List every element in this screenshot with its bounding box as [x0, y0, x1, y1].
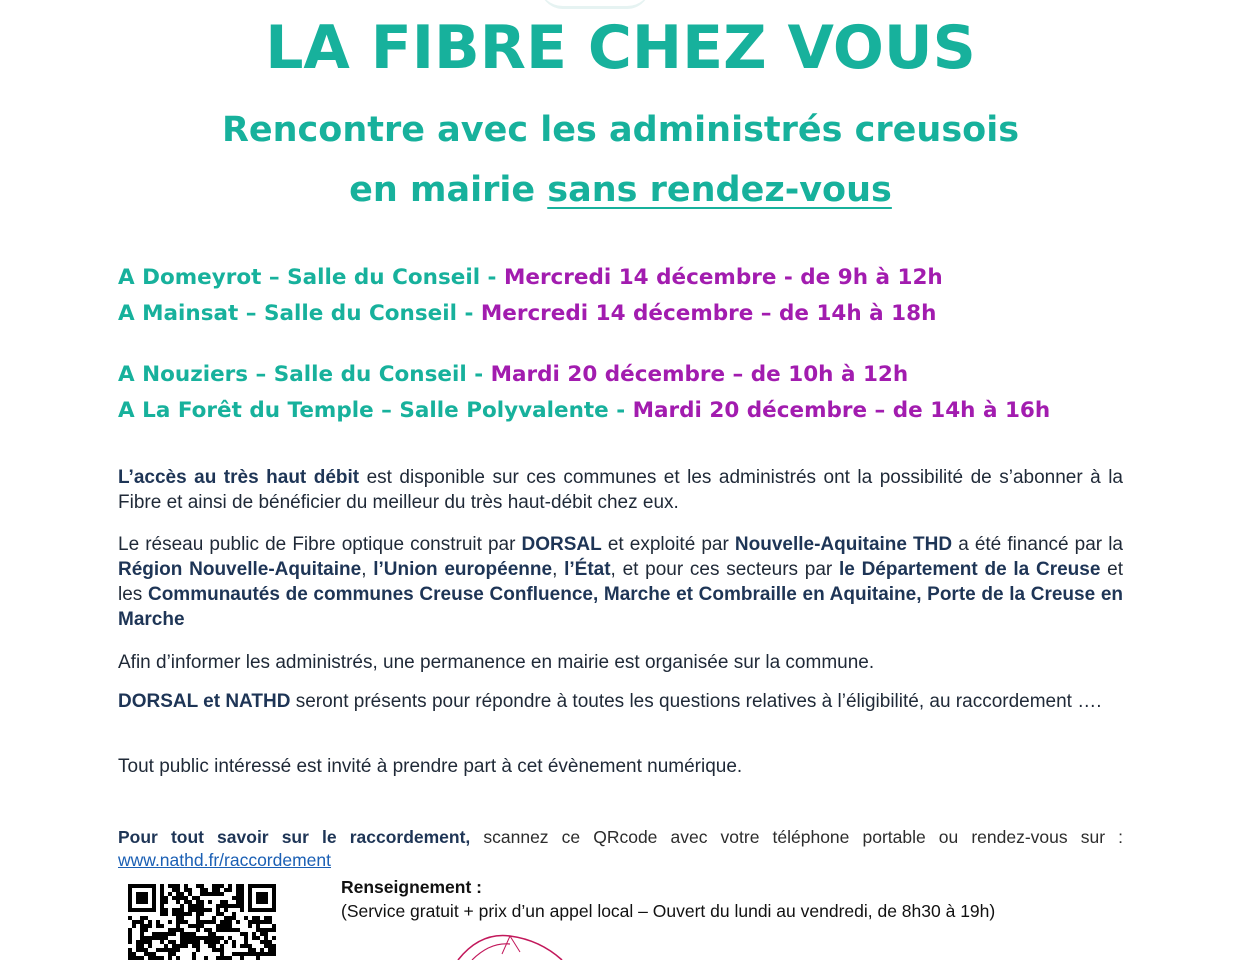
contact-block: [341, 875, 995, 923]
network-communities: Communautés de communes Creuse Confluence, Marche et Combraille en Aquitaine, Porte de la Creuse en Marche: [118, 584, 1124, 630]
paragraph-permanence: Afin d’informer les administrés, une permanence en mairie est organisée sur la commune.: [118, 652, 875, 673]
event-nouziers: [118, 361, 908, 389]
event-mainsat: [118, 300, 936, 328]
raccordement-link[interactable]: www.nathd.fr/raccordement: [118, 850, 332, 870]
page-title: LA FIBRE CHEZ VOUS: [265, 13, 976, 83]
network-text-6: , et pour ces secteurs par: [610, 559, 839, 580]
network-region: Région Nouvelle-Aquitaine: [118, 559, 362, 580]
network-text-5: ,: [552, 559, 565, 580]
network-text-1: Le réseau public de Fibre optique construit par: [118, 534, 522, 555]
paragraph-access: [118, 465, 1123, 515]
subtitle-underlined: sans rendez-vous: [547, 170, 892, 210]
event-date: Mercredi 14 décembre - de 9h à 12h: [503, 265, 943, 290]
contact-details: (Service gratuit + prix d’un appel local – Ouvert du lundi au vendredi, de 8h30 à 19h): [341, 901, 996, 921]
network-text-3: a été financé par la: [952, 534, 1124, 555]
network-text-7: et les: [118, 559, 1123, 605]
event-domeyrot: [118, 264, 943, 292]
paragraph-network: [118, 532, 1123, 632]
event-date: Mercredi 14 décembre – de 14h à 18h: [480, 301, 937, 326]
paragraph-access-bold: L’accès au très haut débit: [118, 467, 360, 488]
contact-title: Renseignement :: [341, 877, 482, 897]
network-text-4: ,: [361, 559, 374, 580]
raccordement-info-text: scannez ce QRcode avec votre téléphone portable ou rendez-vous sur :: [470, 827, 1123, 847]
raccordement-info: [118, 826, 1123, 872]
header-decoration: [540, 0, 650, 9]
subtitle-prefix: en mairie: [349, 170, 548, 210]
raccordement-info-bold: Pour tout savoir sur le raccordement,: [118, 827, 471, 847]
network-text-2: et exploité par: [601, 534, 735, 555]
subtitle-line-1: Rencontre avec les administrés creusois: [221, 110, 1020, 150]
event-place: A Domeyrot – Salle du Conseil -: [118, 265, 504, 290]
event-date: Mardi 20 décembre – de 14h à 16h: [632, 398, 1051, 423]
network-nathd: Nouvelle-Aquitaine THD: [734, 534, 953, 555]
network-dorsal: DORSAL: [521, 534, 602, 555]
event-place: A Nouziers – Salle du Conseil -: [118, 362, 491, 387]
network-state: l’État: [564, 559, 611, 580]
event-place: A Mainsat – Salle du Conseil -: [118, 301, 481, 326]
network-eu: l’Union européenne: [373, 559, 553, 580]
network-department: le Département de la Creuse: [839, 559, 1101, 580]
event-place: A La Forêt du Temple – Salle Polyvalente -: [118, 398, 633, 423]
subtitle-line-2: [0, 168, 1241, 212]
paragraph-access-text: est disponible sur ces communes et les administrés ont la possibilité de s’abonner à la Fibre et ainsi de bénéficier du meilleur du très haut-débit chez eux.: [118, 467, 1123, 513]
qr-code-icon: [128, 884, 276, 960]
event-la-foret-du-temple: [118, 397, 1050, 425]
paragraph-presence: [118, 689, 1123, 714]
paragraph-invitation: Tout public intéressé est invité à prendre part à cet évènement numérique.: [118, 756, 743, 777]
paragraph-presence-bold: DORSAL et NATHD: [118, 691, 291, 712]
event-date: Mardi 20 décembre – de 10h à 12h: [490, 362, 909, 387]
logo-icon: [450, 930, 570, 960]
paragraph-presence-text: seront présents pour répondre à toutes les questions relatives à l’éligibilité, au raccordement ….: [290, 691, 1102, 712]
